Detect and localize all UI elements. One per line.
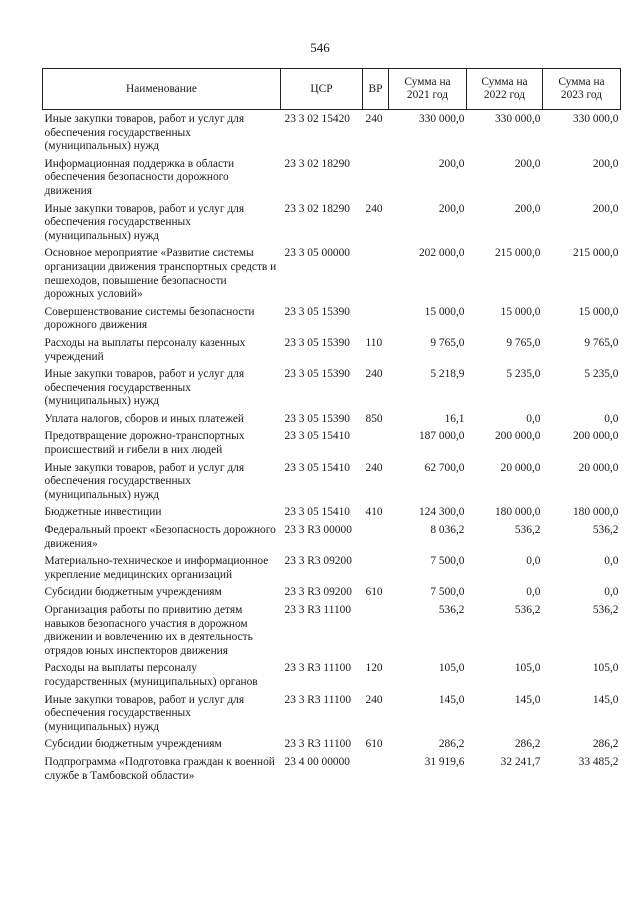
row-sum-2021: 330 000,0 — [418, 113, 465, 125]
row-sum-2023: 15 000,0 — [578, 305, 619, 318]
row-sum-2022: 0,0 — [526, 412, 541, 425]
row-csr: 23 3 R3 09200 — [284, 555, 352, 568]
table-row — [43, 247, 621, 305]
row-csr: 23 3 05 15390 — [284, 368, 350, 381]
row-sum-2021: 536,2 — [438, 604, 465, 616]
row-sum-2022: 536,2 — [514, 524, 541, 537]
row-sum-2023: 200,0 — [592, 202, 619, 215]
table-row — [43, 306, 621, 337]
row-sum-2022: 200 000,0 — [494, 430, 541, 443]
row-sum-2023: 200,0 — [592, 157, 619, 170]
row-sum-2021: 31 919,6 — [424, 755, 465, 768]
row-name: Предотвращение дорожно-транспортных происшествий и гибели в них людей — [44, 430, 245, 457]
row-sum-2022: 200,0 — [514, 202, 541, 215]
table-header-row — [43, 69, 621, 110]
row-csr: 23 3 05 15390 — [284, 336, 350, 349]
row-sum-2021: 145,0 — [438, 693, 465, 706]
row-sum-2023: 180 000,0 — [572, 506, 619, 519]
row-csr: 23 3 02 18290 — [284, 157, 350, 170]
table-row — [43, 694, 621, 739]
row-sum-2021: 200,0 — [438, 202, 465, 215]
table-row — [43, 738, 621, 756]
header-sum-2023: Сумма на 2023 год — [543, 69, 621, 110]
row-csr: 23 3 02 15420 — [284, 113, 350, 125]
row-sum-2021: 200,0 — [438, 157, 465, 170]
row-sum-2021: 202 000,0 — [418, 247, 465, 260]
row-vr: 240 — [365, 368, 383, 381]
row-name: Иные закупки товаров, работ и услуг для обеспечения государственных (муниципальных) нужд — [44, 368, 245, 408]
row-sum-2021: 7 500,0 — [430, 586, 465, 599]
row-sum-2022: 145,0 — [514, 693, 541, 706]
row-sum-2021: 16,1 — [444, 412, 465, 425]
row-sum-2021: 5 218,9 — [430, 368, 465, 381]
table-row — [43, 524, 621, 555]
row-sum-2022: 215 000,0 — [494, 247, 541, 260]
row-vr: 850 — [365, 412, 383, 425]
row-sum-2021: 62 700,0 — [424, 461, 465, 474]
row-sum-2021: 7 500,0 — [430, 555, 465, 568]
row-vr: 410 — [365, 506, 383, 519]
row-sum-2023: 20 000,0 — [578, 461, 619, 474]
table-row — [43, 158, 621, 203]
row-sum-2023: 330 000,0 — [572, 113, 619, 125]
row-vr: 240 — [365, 202, 383, 215]
row-csr: 23 3 05 15390 — [284, 305, 350, 318]
row-csr: 23 3 05 15410 — [284, 430, 350, 443]
table-row — [43, 506, 621, 524]
row-name: Федеральный проект «Безопасность дорожного движения» — [44, 524, 276, 550]
row-sum-2022: 330 000,0 — [494, 113, 541, 125]
table-row — [43, 337, 621, 368]
row-vr — [363, 158, 389, 203]
row-sum-2022: 105,0 — [514, 662, 541, 675]
row-sum-2023: 0,0 — [604, 412, 619, 425]
table-row — [43, 462, 621, 507]
row-name: Расходы на выплаты персоналу казенных учреждений — [44, 336, 246, 363]
row-sum-2022: 20 000,0 — [500, 461, 541, 474]
row-vr — [363, 430, 389, 461]
row-name: Основное мероприятие «Развитие системы организации движения транспортных средств и пешеходов, повышение безопасности дорожных условий» — [44, 247, 277, 301]
row-sum-2021: 187 000,0 — [418, 430, 465, 443]
row-sum-2021: 105,0 — [438, 662, 465, 675]
row-csr: 23 3 R3 11100 — [284, 693, 352, 706]
row-name: Иные закупки товаров, работ и услуг для обеспечения государственных (муниципальных) нужд — [44, 461, 245, 501]
row-sum-2021: 286,2 — [438, 738, 465, 751]
header-name: Наименование — [43, 69, 281, 110]
row-vr — [363, 555, 389, 586]
row-sum-2023: 200 000,0 — [572, 430, 619, 443]
row-sum-2023: 0,0 — [604, 555, 619, 568]
row-csr: 23 3 R3 11100 — [284, 604, 352, 616]
row-csr: 23 3 R3 11100 — [284, 738, 352, 751]
row-csr: 23 3 02 18290 — [284, 202, 350, 215]
row-name: Иные закупки товаров, работ и услуг для обеспечения государственных (муниципальных) нужд — [44, 693, 245, 733]
row-name: Субсидии бюджетным учреждениям — [44, 586, 222, 599]
row-sum-2021: 9 765,0 — [430, 336, 465, 349]
row-sum-2022: 536,2 — [514, 604, 541, 616]
row-sum-2022: 0,0 — [526, 586, 541, 599]
row-vr — [363, 247, 389, 305]
page-number: 546 — [310, 40, 330, 55]
row-vr: 240 — [365, 693, 383, 706]
budget-table — [42, 68, 621, 787]
row-vr: 240 — [365, 461, 383, 474]
row-vr: 610 — [365, 586, 383, 599]
row-csr: 23 3 05 15410 — [284, 506, 350, 519]
table-row — [43, 586, 621, 604]
table-row — [43, 555, 621, 586]
row-name: Бюджетные инвестиции — [44, 506, 162, 519]
row-sum-2022: 0,0 — [526, 555, 541, 568]
row-csr: 23 3 R3 11100 — [284, 662, 352, 675]
header-sum-2022: Сумма на 2022 год — [467, 69, 543, 110]
row-name: Иные закупки товаров, работ и услуг для обеспечения государственных (муниципальных) нужд — [44, 113, 245, 153]
row-sum-2023: 5 235,0 — [584, 368, 619, 381]
row-sum-2023: 536,2 — [592, 524, 619, 537]
table-row — [43, 604, 621, 662]
row-sum-2022: 200,0 — [514, 157, 541, 170]
row-sum-2021: 15 000,0 — [424, 305, 465, 318]
row-name: Расходы на выплаты персоналу государственных (муниципальных) органов — [44, 662, 258, 688]
row-sum-2023: 0,0 — [604, 586, 619, 599]
table-row — [43, 413, 621, 431]
row-sum-2022: 180 000,0 — [494, 506, 541, 519]
row-vr — [363, 756, 389, 787]
header-csr: ЦСР — [281, 69, 363, 110]
table-row — [43, 368, 621, 413]
row-sum-2021: 8 036,2 — [430, 524, 465, 537]
row-sum-2023: 105,0 — [592, 662, 619, 675]
row-name: Совершенствование системы безопасности дорожного движения — [44, 305, 255, 332]
row-name: Уплата налогов, сборов и иных платежей — [44, 412, 244, 425]
row-name: Информационная поддержка в области обеспечения безопасности дорожного движения — [44, 157, 235, 197]
row-name: Субсидии бюджетным учреждениям — [44, 738, 222, 751]
row-name: Организация работы по привитию детям навыков безопасного участия в дорожном движении и вовлечению их в деятельность отрядов юных инспекторов движения — [44, 604, 253, 657]
row-sum-2022: 9 765,0 — [506, 336, 541, 349]
row-name: Материально-техническое и информационное укрепление медицинских организаций — [44, 555, 269, 581]
table-body — [43, 110, 621, 788]
header-sum-2021: Сумма на 2021 год — [389, 69, 467, 110]
row-vr: 240 — [365, 113, 383, 125]
row-name: Подпрограмма «Подготовка граждан к военной службе в Тамбовской области» — [44, 755, 275, 782]
row-csr: 23 4 00 00000 — [284, 755, 350, 768]
row-csr: 23 3 05 00000 — [284, 247, 350, 260]
row-sum-2021: 124 300,0 — [418, 506, 465, 519]
table-row — [43, 756, 621, 787]
header-vr: ВР — [363, 69, 389, 110]
row-vr — [363, 306, 389, 337]
row-csr: 23 3 R3 00000 — [284, 524, 352, 537]
row-csr: 23 3 R3 09200 — [284, 586, 352, 599]
row-vr: 110 — [365, 336, 383, 349]
row-sum-2023: 286,2 — [592, 738, 619, 751]
row-csr: 23 3 05 15410 — [284, 461, 350, 474]
row-vr — [363, 604, 389, 662]
row-csr: 23 3 05 15390 — [284, 412, 350, 425]
row-sum-2022: 5 235,0 — [506, 368, 541, 381]
row-sum-2022: 32 241,7 — [500, 755, 541, 768]
row-sum-2022: 15 000,0 — [500, 305, 541, 318]
row-vr — [363, 524, 389, 555]
row-sum-2023: 33 485,2 — [578, 755, 619, 768]
row-vr: 610 — [365, 738, 383, 751]
table-row — [43, 203, 621, 248]
row-sum-2022: 286,2 — [514, 738, 541, 751]
table-row — [43, 662, 621, 693]
table-row — [43, 430, 621, 461]
row-sum-2023: 536,2 — [592, 604, 619, 616]
table-row — [43, 110, 621, 158]
row-sum-2023: 145,0 — [592, 693, 619, 706]
row-name: Иные закупки товаров, работ и услуг для обеспечения государственных (муниципальных) нужд — [44, 202, 245, 242]
row-sum-2023: 215 000,0 — [572, 247, 619, 260]
row-sum-2023: 9 765,0 — [584, 336, 619, 349]
row-vr: 120 — [365, 662, 383, 675]
